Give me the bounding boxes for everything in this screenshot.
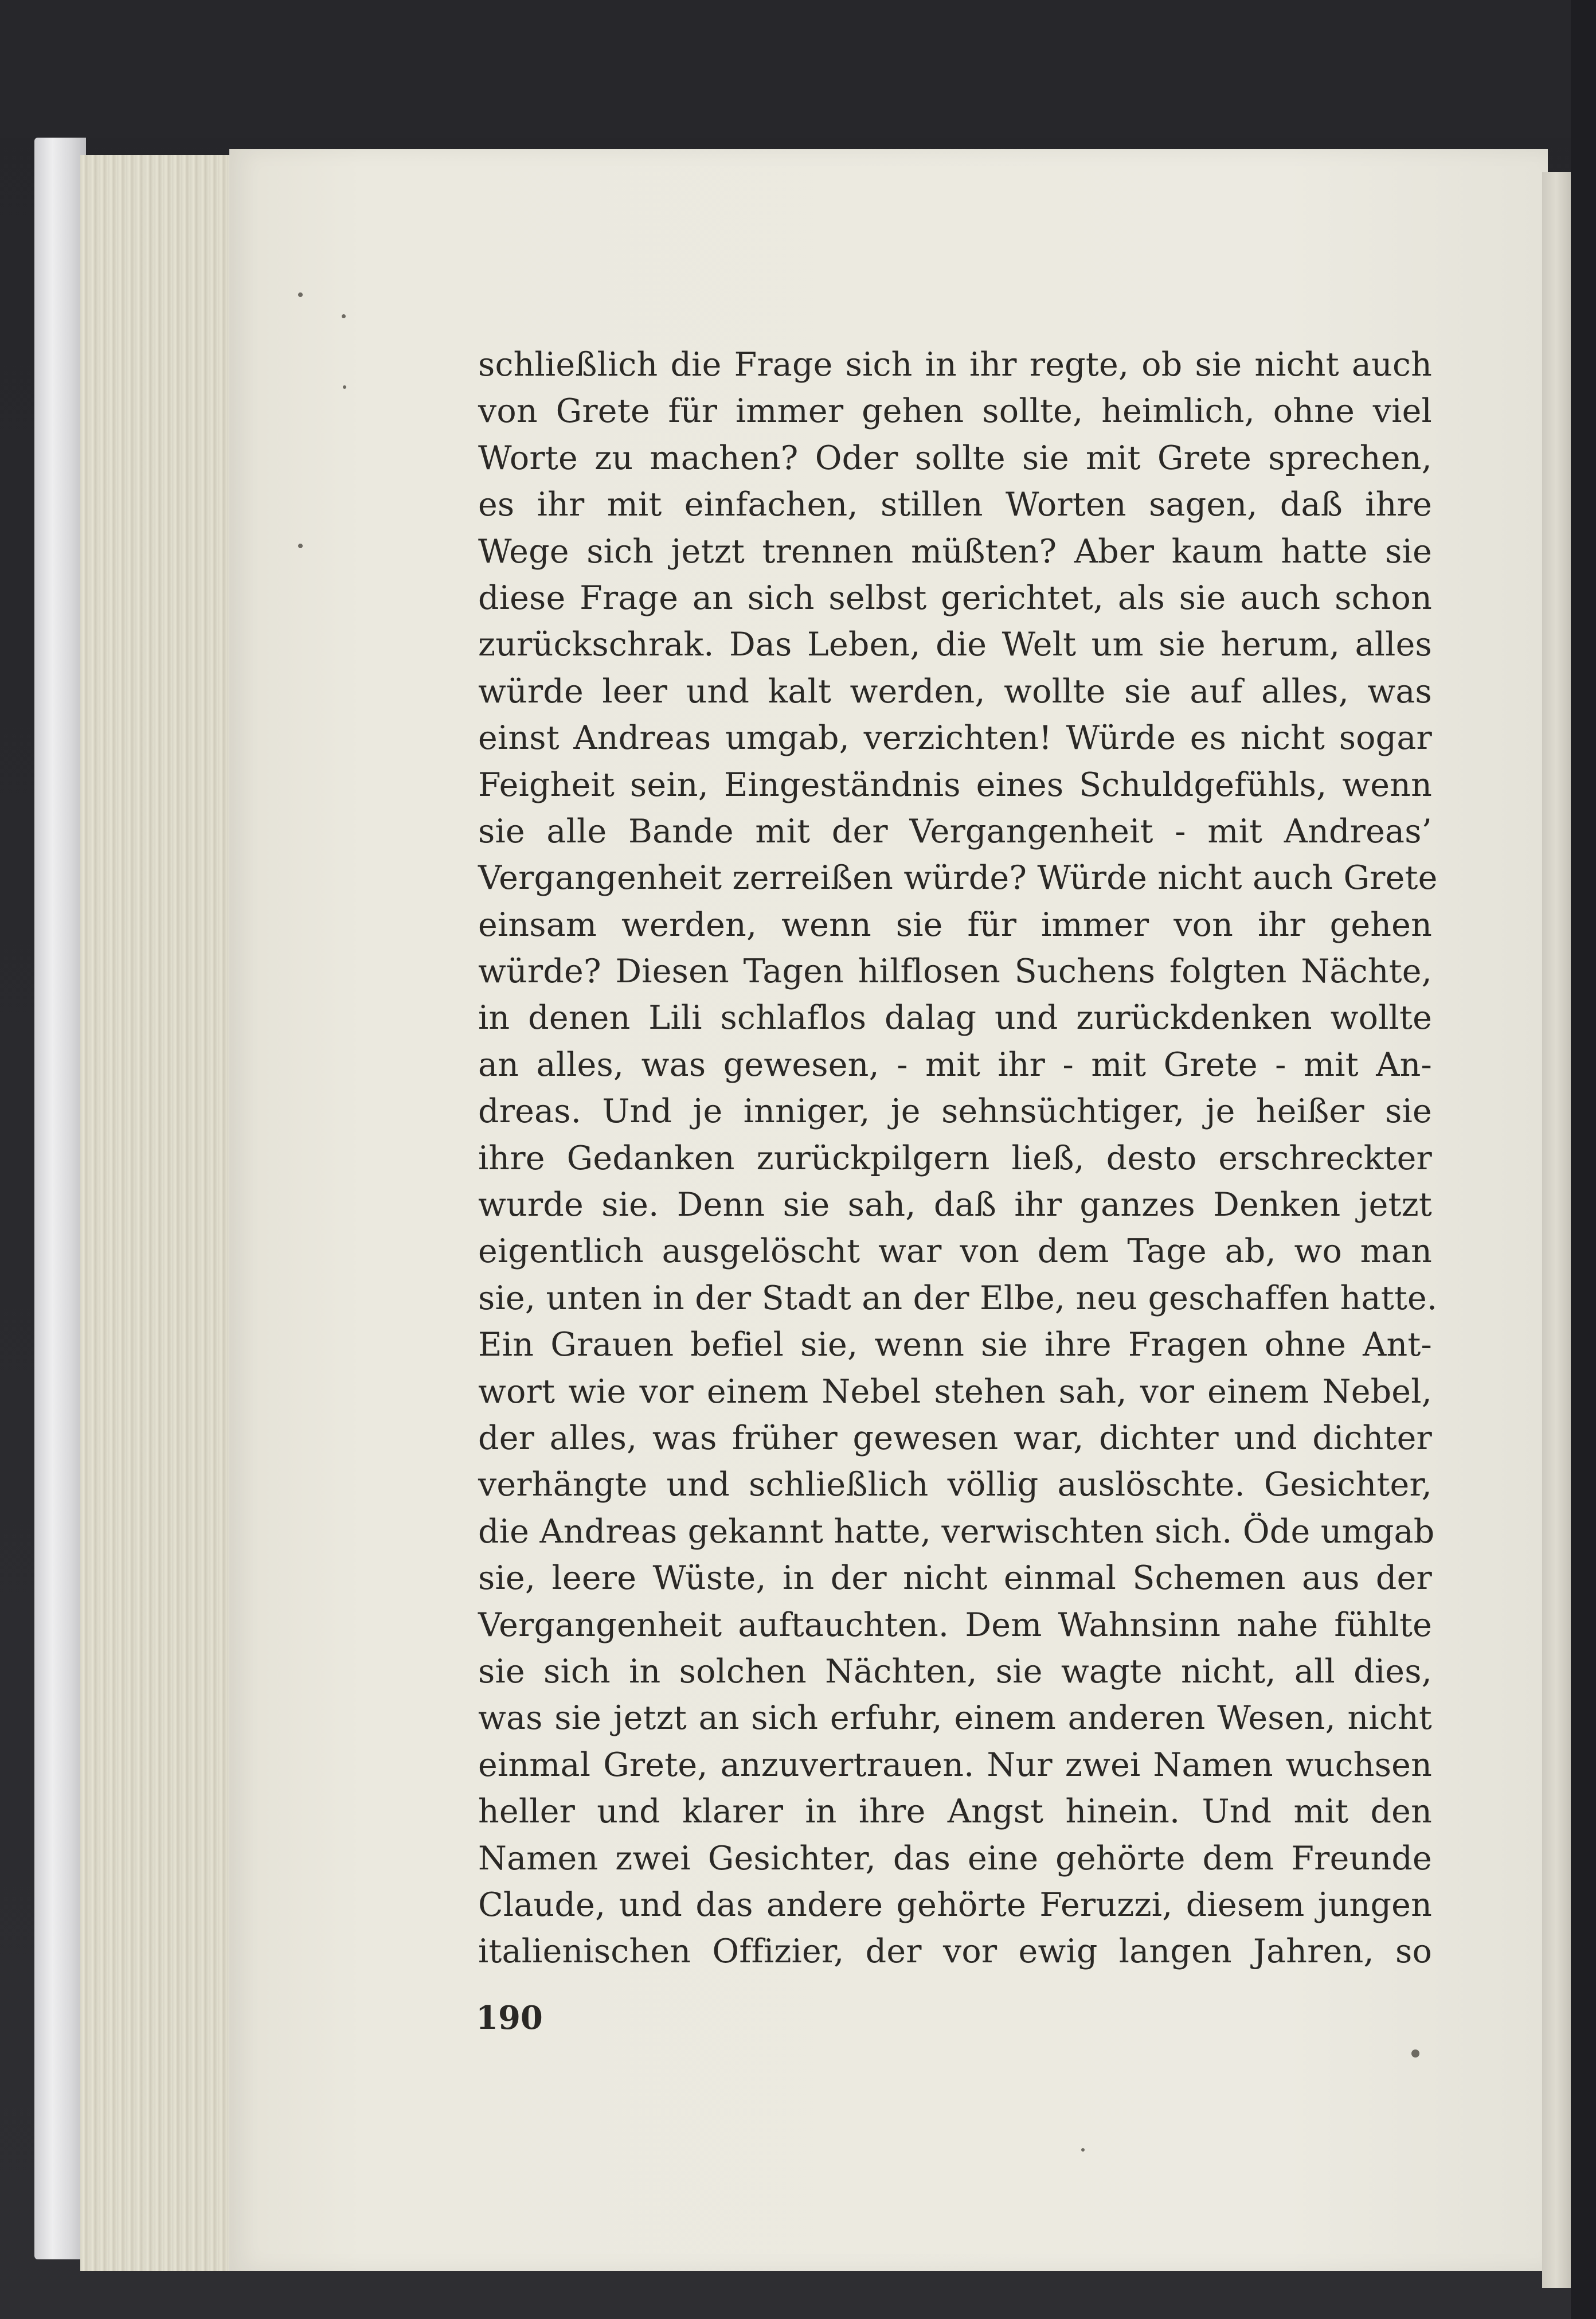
paper-speck xyxy=(342,314,346,318)
text-line: dreas. Und je inniger, je sehnsüchtiger, je heißer sie xyxy=(478,1092,1432,1131)
text-line: würde leer und kalt werden, wollte sie auf alles, was xyxy=(478,672,1432,710)
text-line: ihre Gedanken zurückpilgern ließ, desto erschreckter xyxy=(478,1139,1432,1177)
text-line: die Andreas gekannt hatte, verwischten sich. Öde umgab xyxy=(478,1512,1435,1551)
text-line: italienischen Offizier, der vor ewig langen Jahren, so xyxy=(478,1932,1432,1971)
text-line: Vergangenheit auftauchten. Dem Wahnsinn nahe fühlte xyxy=(478,1606,1432,1644)
text-line: sie sich in solchen Nächten, sie wagte nicht, all dies, xyxy=(478,1652,1432,1691)
text-line: an alles, was gewesen, - mit ihr - mit Grete - mit An- xyxy=(478,1045,1432,1084)
text-line: heller und klarer in ihre Angst hinein. Und mit den xyxy=(478,1793,1432,1831)
text-line: wurde sie. Denn sie sah, daß ihr ganzes Denken jetzt xyxy=(478,1186,1432,1224)
page-stack-edges xyxy=(80,155,247,2271)
text-line: Feigheit sein, Eingeständnis eines Schuldgefühls, wenn xyxy=(478,766,1432,804)
text-line: Ein Grauen befiel sie, wenn sie ihre Fragen ohne Ant- xyxy=(478,1326,1432,1364)
text-line: von Grete für immer gehen sollte, heimlich, ohne viel xyxy=(478,392,1432,431)
text-line: diese Frage an sich selbst gerichtet, als sie auch schon xyxy=(478,579,1432,617)
text-line: einsam werden, wenn sie für immer von ihr gehen xyxy=(478,905,1432,944)
text-line: der alles, was früher gewesen war, dichter und dichter xyxy=(478,1419,1432,1457)
text-line: was sie jetzt an sich erfuhr, einem anderen Wesen, nicht xyxy=(478,1699,1432,1738)
text-line: sie alle Bande mit der Vergangenheit - mit Andreas’ xyxy=(478,812,1432,850)
text-line: würde? Diesen Tagen hilflosen Suchens folgten Nächte, xyxy=(478,952,1432,991)
text-line: einst Andreas umgab, verzichten! Würde es nicht sogar xyxy=(478,719,1432,758)
page-number: 190 xyxy=(476,1999,543,2037)
background-top xyxy=(0,0,1596,138)
paper-speck xyxy=(343,385,346,389)
text-line: zurückschrak. Das Leben, die Welt um sie herum, alles xyxy=(478,626,1432,664)
text-line: Worte zu machen? Oder sollte sie mit Grete sprechen, xyxy=(478,439,1432,477)
text-line: sie, unten in der Stadt an der Elbe, neu geschaffen hatte. xyxy=(478,1279,1438,1317)
text-line: sie, leere Wüste, in der nicht einmal Schemen aus der xyxy=(478,1559,1432,1598)
text-line: wort wie vor einem Nebel stehen sah, vor einem Nebel, xyxy=(478,1372,1432,1411)
paper-speck xyxy=(298,544,303,548)
text-line: eigentlich ausgelöscht war von dem Tage ab, wo man xyxy=(478,1232,1432,1271)
text-line: einmal Grete, anzuvertrauen. Nur zwei Namen wuchsen xyxy=(478,1746,1432,1784)
text-line: schließlich die Frage sich in ihr regte, ob sie nicht auch xyxy=(478,346,1432,384)
text-line: es ihr mit einfachen, stillen Worten sagen, daß ihre xyxy=(478,486,1432,524)
body-text xyxy=(478,342,1438,1976)
background-right xyxy=(1571,0,1596,2319)
text-line: in denen Lili schlaflos dalag und zurückdenken wollte xyxy=(478,999,1432,1037)
text-line: Wege sich jetzt trennen müßten? Aber kaum hatte sie xyxy=(478,532,1432,571)
paper-speck xyxy=(1081,2148,1085,2152)
text-line: Vergangenheit zerreißen würde? Würde nicht auch Grete xyxy=(478,859,1438,897)
text-line: Claude, und das andere gehörte Feruzzi, diesem jungen xyxy=(478,1885,1432,1924)
text-line: verhängte und schließlich völlig auslöschte. Gesichter, xyxy=(478,1466,1432,1504)
book-spine-edge xyxy=(34,138,86,2259)
paper-speck xyxy=(1411,2049,1419,2058)
text-line: Namen zwei Gesichter, das eine gehörte dem Freunde xyxy=(478,1839,1432,1877)
paper-speck xyxy=(298,292,303,297)
